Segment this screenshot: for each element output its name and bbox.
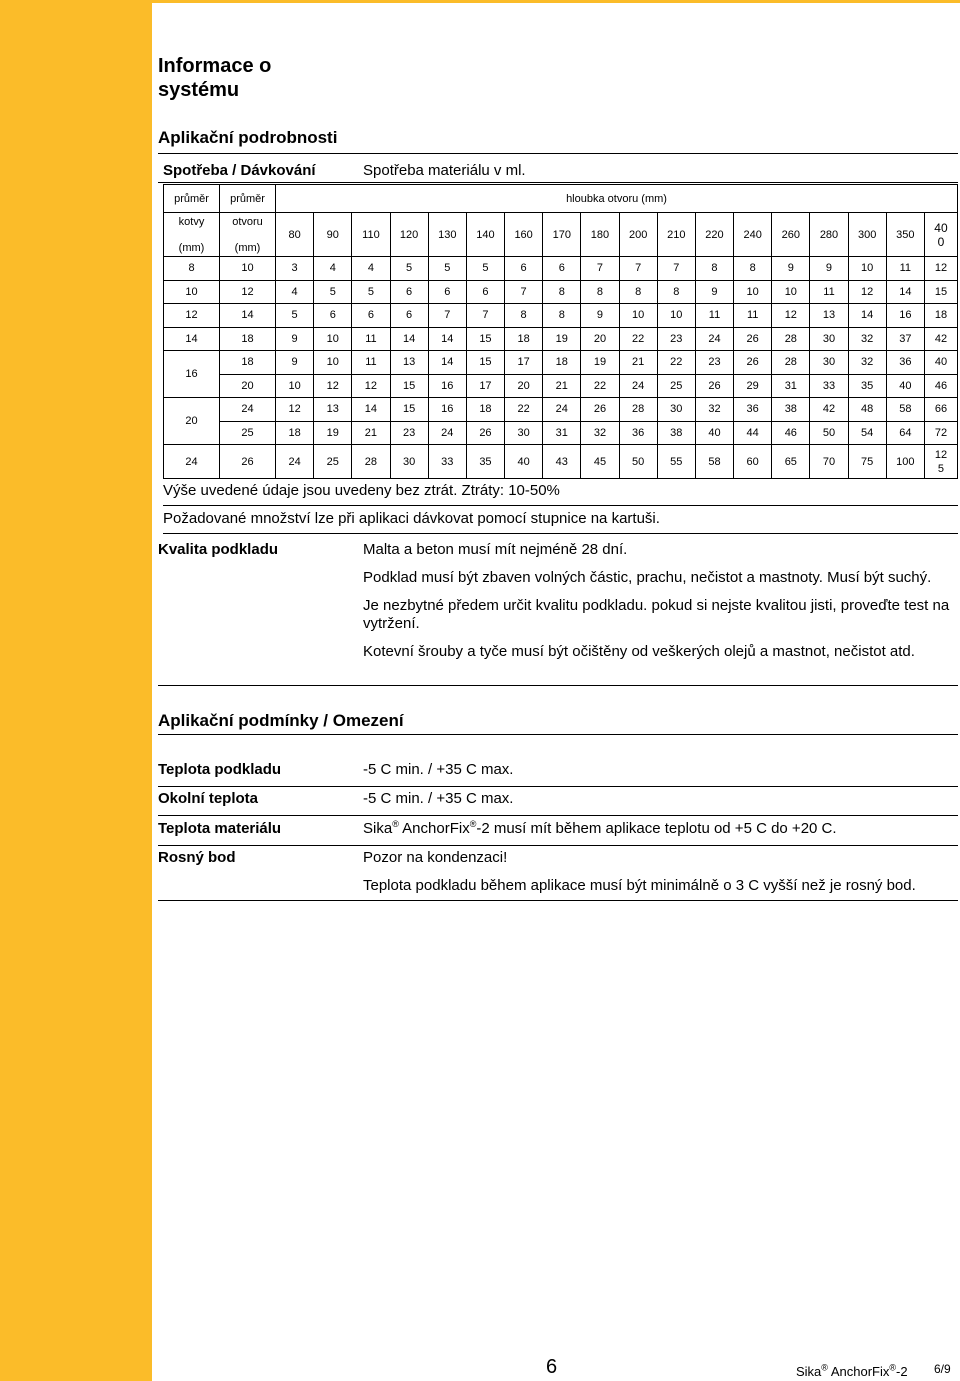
value-cell: 10 xyxy=(619,304,657,328)
value-cell: 7 xyxy=(466,304,504,328)
okolni-teplota-value: -5 C min. / +35 C max. xyxy=(363,790,514,807)
value-cell: 15 xyxy=(390,398,428,422)
value-cell: 10 xyxy=(314,351,352,375)
value-cell: 10 xyxy=(848,257,886,281)
value-cell: 22 xyxy=(657,351,695,375)
value-cell: 7 xyxy=(428,304,466,328)
value-cell: 9 xyxy=(276,351,314,375)
table-row xyxy=(164,351,958,375)
hole-cell: 12 xyxy=(220,280,276,304)
value-cell: 6 xyxy=(428,280,466,304)
value-cell: 66 xyxy=(924,398,957,422)
value-cell: 26 xyxy=(466,421,504,445)
value-cell: 9 xyxy=(810,257,848,281)
value-cell: 45 xyxy=(581,445,619,479)
value-cell: 16 xyxy=(886,304,924,328)
value-cell: 10 xyxy=(772,280,810,304)
header-depth-cell: 110 xyxy=(352,213,390,257)
value-cell: 18 xyxy=(924,304,957,328)
value-cell: 23 xyxy=(695,351,733,375)
value-cell: 10 xyxy=(657,304,695,328)
value-cell: 19 xyxy=(543,327,581,351)
value-cell: 60 xyxy=(734,445,772,479)
value-cell: 23 xyxy=(390,421,428,445)
table-row xyxy=(164,421,958,445)
value-cell: 20 xyxy=(505,374,543,398)
header-depth-cell: 210 xyxy=(657,213,695,257)
value-cell: 29 xyxy=(734,374,772,398)
header-depth-cell: 90 xyxy=(314,213,352,257)
value-cell: 16 xyxy=(428,374,466,398)
header-depth-cell: 140 xyxy=(466,213,504,257)
conditions-title: Aplikační podmínky / Omezení xyxy=(158,710,958,735)
value-cell: 18 xyxy=(543,351,581,375)
value-cell: 31 xyxy=(543,421,581,445)
value-cell: 14 xyxy=(428,351,466,375)
value-cell: 7 xyxy=(619,257,657,281)
value-cell: 8 xyxy=(657,280,695,304)
rosny-bod-value-1: Pozor na kondenzaci! xyxy=(363,849,508,866)
hole-cell: 26 xyxy=(220,445,276,479)
kvalita-item: Podklad musí být zbaven volných částic, prachu, nečistot a mastnoty. Musí být suchý. xyxy=(363,569,932,586)
header-hole-diameter: průměr xyxy=(220,185,276,213)
value-cell: 24 xyxy=(619,374,657,398)
anchor-cell: 24 xyxy=(164,445,220,479)
table-row xyxy=(164,398,958,422)
header-depth-cell: 130 xyxy=(428,213,466,257)
value-cell: 28 xyxy=(619,398,657,422)
value-cell: 40 xyxy=(886,374,924,398)
footer-product: Sika® AnchorFix®-2 xyxy=(796,1362,908,1379)
header-hole-unit: otvoru (mm) xyxy=(220,213,276,257)
value-cell: 15 xyxy=(924,280,957,304)
value-cell: 8 xyxy=(734,257,772,281)
value-cell: 64 xyxy=(886,421,924,445)
footer-page-number: 6 xyxy=(546,1356,558,1378)
value-cell: 10 xyxy=(276,374,314,398)
value-cell: 24 xyxy=(276,445,314,479)
header-depth-cell: 220 xyxy=(695,213,733,257)
value-cell: 24 xyxy=(695,327,733,351)
header-depth-cell: 200 xyxy=(619,213,657,257)
header-depth-cell: 240 xyxy=(734,213,772,257)
value-cell: 7 xyxy=(505,280,543,304)
value-cell: 36 xyxy=(886,351,924,375)
table-row xyxy=(164,445,958,479)
header-depth-cell: 260 xyxy=(772,213,810,257)
value-cell: 14 xyxy=(428,327,466,351)
spotreba-label: Spotřeba / Dávkování xyxy=(163,162,316,179)
value-cell: 6 xyxy=(466,280,504,304)
value-cell: 15 xyxy=(466,327,504,351)
kvalita-item: Je nezbytné předem určit kvalitu podkladu. pokud si nejste kvalitou jisti, proveďte test na vytržení. xyxy=(363,597,950,632)
value-cell: 38 xyxy=(772,398,810,422)
value-cell: 31 xyxy=(772,374,810,398)
value-cell: 12 5 xyxy=(924,445,957,479)
header-depth-cell: 280 xyxy=(810,213,848,257)
hole-cell: 14 xyxy=(220,304,276,328)
header-depth: hloubka otvoru (mm) xyxy=(276,185,958,213)
value-cell: 6 xyxy=(314,304,352,328)
value-cell: 5 xyxy=(276,304,314,328)
value-cell: 10 xyxy=(734,280,772,304)
value-cell: 17 xyxy=(466,374,504,398)
footer-page-of: 6/9 xyxy=(934,1362,951,1376)
value-cell: 13 xyxy=(314,398,352,422)
value-cell: 13 xyxy=(810,304,848,328)
value-cell: 18 xyxy=(276,421,314,445)
value-cell: 12 xyxy=(772,304,810,328)
value-cell: 18 xyxy=(505,327,543,351)
value-cell: 9 xyxy=(581,304,619,328)
value-cell: 21 xyxy=(619,351,657,375)
value-cell: 10 xyxy=(314,327,352,351)
value-cell: 14 xyxy=(390,327,428,351)
value-cell: 17 xyxy=(505,351,543,375)
value-cell: 50 xyxy=(810,421,848,445)
divider xyxy=(158,685,958,686)
top-stripe xyxy=(152,0,960,3)
value-cell: 32 xyxy=(581,421,619,445)
value-cell: 19 xyxy=(314,421,352,445)
section-title: Informace o systému xyxy=(158,55,272,101)
hole-cell: 20 xyxy=(220,374,276,398)
value-cell: 5 xyxy=(428,257,466,281)
okolni-teplota-label: Okolní teplota xyxy=(158,790,259,807)
value-cell: 16 xyxy=(428,398,466,422)
value-cell: 38 xyxy=(657,421,695,445)
teplota-podkladu-label: Teplota podkladu xyxy=(158,761,282,778)
hole-cell: 10 xyxy=(220,257,276,281)
value-cell: 8 xyxy=(581,280,619,304)
value-cell: 4 xyxy=(314,257,352,281)
anchor-cell: 16 xyxy=(164,351,220,398)
value-cell: 4 xyxy=(352,257,390,281)
value-cell: 30 xyxy=(390,445,428,479)
value-cell: 8 xyxy=(619,280,657,304)
value-cell: 12 xyxy=(276,398,314,422)
value-cell: 26 xyxy=(581,398,619,422)
value-cell: 46 xyxy=(924,374,957,398)
table-header-row-depths xyxy=(164,213,958,257)
hole-cell: 18 xyxy=(220,351,276,375)
note-dosing: Požadované množství lze při aplikaci dávkovat pomocí stupnice na kartuši. xyxy=(163,510,958,534)
value-cell: 30 xyxy=(810,327,848,351)
value-cell: 40 xyxy=(695,421,733,445)
hole-cell: 18 xyxy=(220,327,276,351)
dosage-table xyxy=(163,184,958,479)
value-cell: 6 xyxy=(543,257,581,281)
header-depth-cell: 350 xyxy=(886,213,924,257)
value-cell: 25 xyxy=(657,374,695,398)
value-cell: 46 xyxy=(772,421,810,445)
value-cell: 9 xyxy=(695,280,733,304)
header-anchor-unit: kotvy (mm) xyxy=(164,213,220,257)
value-cell: 6 xyxy=(390,304,428,328)
value-cell: 11 xyxy=(352,351,390,375)
value-cell: 32 xyxy=(848,327,886,351)
teplota-materialu-label: Teplota materiálu xyxy=(158,820,282,837)
value-cell: 8 xyxy=(505,304,543,328)
value-cell: 5 xyxy=(390,257,428,281)
header-anchor-diameter: průměr xyxy=(164,185,220,213)
header-depth-cell: 160 xyxy=(505,213,543,257)
value-cell: 28 xyxy=(352,445,390,479)
value-cell: 42 xyxy=(924,327,957,351)
value-cell: 48 xyxy=(848,398,886,422)
value-cell: 22 xyxy=(505,398,543,422)
value-cell: 21 xyxy=(352,421,390,445)
value-cell: 6 xyxy=(352,304,390,328)
kvalita-item: Malta a beton musí mít nejméně 28 dní. xyxy=(363,541,628,558)
value-cell: 15 xyxy=(466,351,504,375)
value-cell: 28 xyxy=(772,327,810,351)
value-cell: 22 xyxy=(581,374,619,398)
value-cell: 6 xyxy=(390,280,428,304)
value-cell: 37 xyxy=(886,327,924,351)
value-cell: 25 xyxy=(314,445,352,479)
header-depth-cell: 180 xyxy=(581,213,619,257)
app-details-title: Aplikační podrobnosti xyxy=(158,128,958,154)
value-cell: 21 xyxy=(543,374,581,398)
value-cell: 9 xyxy=(772,257,810,281)
value-cell: 30 xyxy=(505,421,543,445)
kvalita-item: Kotevní šrouby a tyče musí být očištěny od veškerých olejů a mastnot, nečistot atd. xyxy=(363,643,915,660)
kvalita-items xyxy=(363,541,958,671)
value-cell: 26 xyxy=(734,351,772,375)
value-cell: 40 xyxy=(505,445,543,479)
value-cell: 58 xyxy=(886,398,924,422)
anchor-cell: 14 xyxy=(164,327,220,351)
value-cell: 40 xyxy=(924,351,957,375)
value-cell: 75 xyxy=(848,445,886,479)
value-cell: 9 xyxy=(276,327,314,351)
value-cell: 11 xyxy=(810,280,848,304)
value-cell: 36 xyxy=(734,398,772,422)
anchor-cell: 10 xyxy=(164,280,220,304)
value-cell: 32 xyxy=(848,351,886,375)
spotreba-value: Spotřeba materiálu v ml. xyxy=(363,162,526,179)
table-row xyxy=(164,327,958,351)
value-cell: 33 xyxy=(810,374,848,398)
value-cell: 11 xyxy=(734,304,772,328)
value-cell: 5 xyxy=(466,257,504,281)
value-cell: 18 xyxy=(466,398,504,422)
value-cell: 70 xyxy=(810,445,848,479)
value-cell: 28 xyxy=(772,351,810,375)
value-cell: 3 xyxy=(276,257,314,281)
value-cell: 12 xyxy=(848,280,886,304)
teplota-podkladu-value: -5 C min. / +35 C max. xyxy=(363,761,514,778)
rosny-bod-row xyxy=(158,849,958,901)
value-cell: 26 xyxy=(695,374,733,398)
rosny-bod-value-2: Teplota podkladu během aplikace musí být minimálně o 3 C vyšší než je rosný bod. xyxy=(363,877,916,894)
value-cell: 5 xyxy=(352,280,390,304)
header-depth-cell: 120 xyxy=(390,213,428,257)
value-cell: 7 xyxy=(581,257,619,281)
teplota-podkladu-row xyxy=(158,761,958,787)
value-cell: 35 xyxy=(466,445,504,479)
value-cell: 22 xyxy=(619,327,657,351)
rosny-bod-label: Rosný bod xyxy=(158,849,236,866)
value-cell: 32 xyxy=(695,398,733,422)
table-row xyxy=(164,280,958,304)
value-cell: 11 xyxy=(352,327,390,351)
value-cell: 26 xyxy=(734,327,772,351)
table-row xyxy=(164,304,958,328)
value-cell: 24 xyxy=(543,398,581,422)
value-cell: 5 xyxy=(314,280,352,304)
header-depth-cell: 40 0 xyxy=(924,213,957,257)
anchor-cell: 20 xyxy=(164,398,220,445)
value-cell: 20 xyxy=(581,327,619,351)
value-cell: 12 xyxy=(352,374,390,398)
value-cell: 11 xyxy=(695,304,733,328)
value-cell: 6 xyxy=(505,257,543,281)
header-depth-cell: 300 xyxy=(848,213,886,257)
value-cell: 100 xyxy=(886,445,924,479)
kvalita-label: Kvalita podkladu xyxy=(158,541,279,558)
table-row xyxy=(164,257,958,281)
sidebar-stripe xyxy=(0,0,152,1381)
value-cell: 19 xyxy=(581,351,619,375)
value-cell: 33 xyxy=(428,445,466,479)
value-cell: 15 xyxy=(390,374,428,398)
value-cell: 8 xyxy=(543,304,581,328)
value-cell: 24 xyxy=(428,421,466,445)
table-header-row xyxy=(164,185,958,213)
hole-cell: 24 xyxy=(220,398,276,422)
value-cell: 36 xyxy=(619,421,657,445)
value-cell: 12 xyxy=(314,374,352,398)
value-cell: 55 xyxy=(657,445,695,479)
value-cell: 35 xyxy=(848,374,886,398)
table-row xyxy=(164,374,958,398)
value-cell: 4 xyxy=(276,280,314,304)
value-cell: 54 xyxy=(848,421,886,445)
anchor-cell: 12 xyxy=(164,304,220,328)
value-cell: 11 xyxy=(886,257,924,281)
value-cell: 7 xyxy=(657,257,695,281)
value-cell: 65 xyxy=(772,445,810,479)
anchor-cell: 8 xyxy=(164,257,220,281)
teplota-materialu-value: Sika® AnchorFix®-2 musí mít během aplikace teplotu od +5 C do +20 C. xyxy=(363,819,837,837)
value-cell: 44 xyxy=(734,421,772,445)
value-cell: 8 xyxy=(695,257,733,281)
hole-cell: 25 xyxy=(220,421,276,445)
header-depth-cell: 80 xyxy=(276,213,314,257)
teplota-materialu-row xyxy=(158,820,958,846)
value-cell: 23 xyxy=(657,327,695,351)
value-cell: 42 xyxy=(810,398,848,422)
header-depth-cell: 170 xyxy=(543,213,581,257)
value-cell: 14 xyxy=(886,280,924,304)
value-cell: 13 xyxy=(390,351,428,375)
note-losses: Výše uvedené údaje jsou uvedeny bez ztrát. Ztráty: 10-50% xyxy=(163,482,958,506)
value-cell: 14 xyxy=(352,398,390,422)
value-cell: 30 xyxy=(810,351,848,375)
value-cell: 12 xyxy=(924,257,957,281)
spotreba-row xyxy=(158,156,958,183)
value-cell: 14 xyxy=(848,304,886,328)
value-cell: 43 xyxy=(543,445,581,479)
value-cell: 30 xyxy=(657,398,695,422)
value-cell: 50 xyxy=(619,445,657,479)
okolni-teplota-row xyxy=(158,790,958,816)
value-cell: 58 xyxy=(695,445,733,479)
value-cell: 72 xyxy=(924,421,957,445)
value-cell: 8 xyxy=(543,280,581,304)
